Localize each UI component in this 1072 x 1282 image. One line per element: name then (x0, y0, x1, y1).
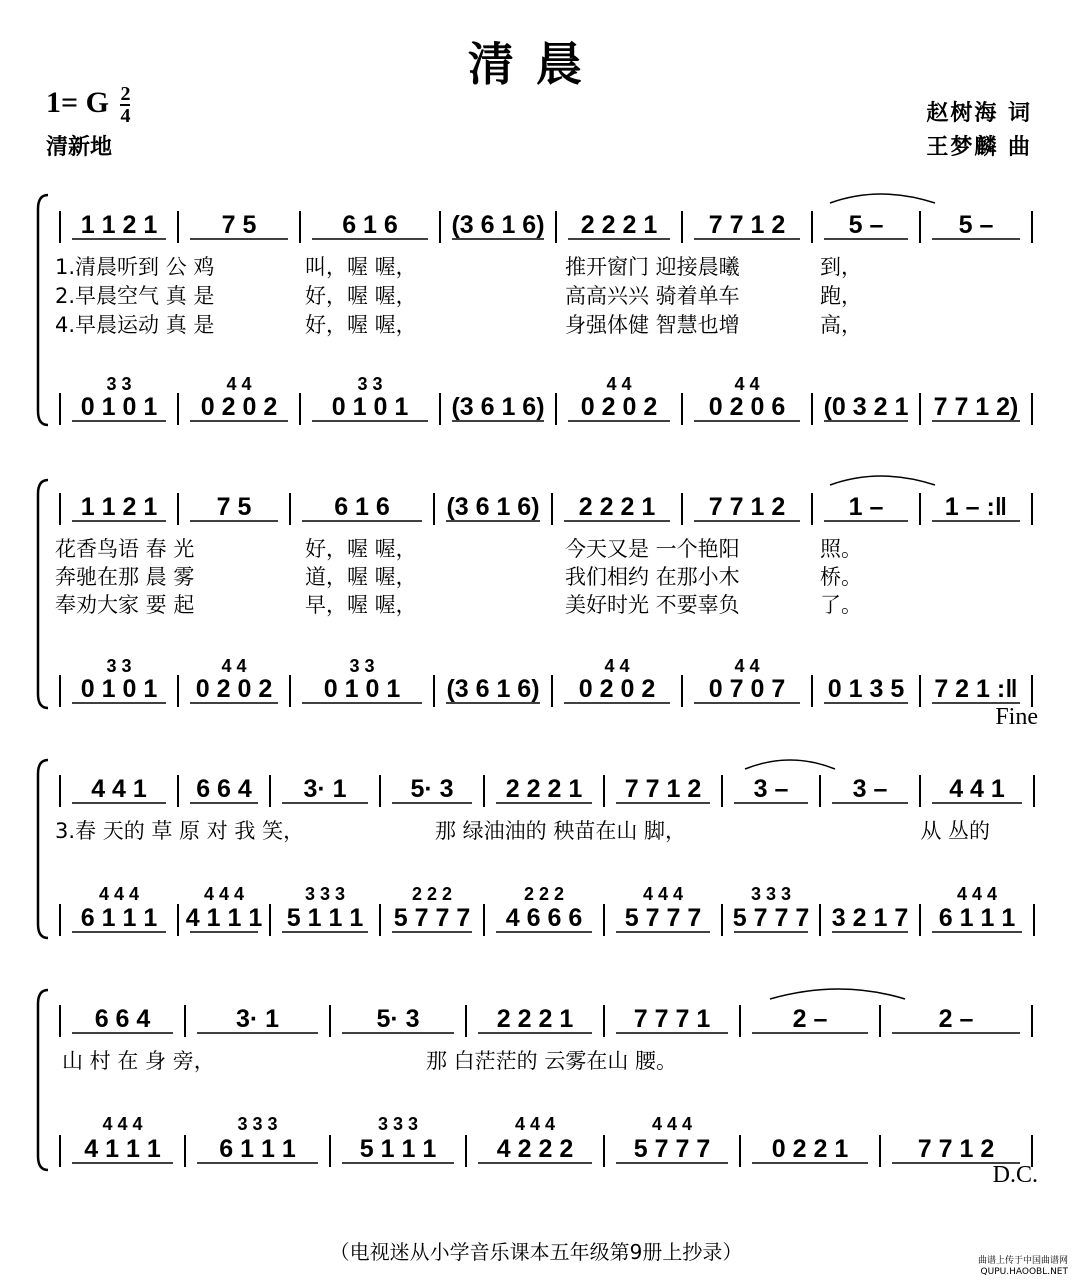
harmony-measure: (0 3 2 1 (823, 393, 909, 421)
lyric-line: 身强体健 智慧也增 (565, 313, 740, 337)
lyric-line: 桥。 (820, 565, 862, 589)
lyric-line: 奉劝大家 要 起 (55, 593, 195, 617)
harmony-measure: 0 1 0 1 (80, 393, 158, 421)
lyric-line: 奔驰在那 晨 雾 (55, 565, 195, 589)
melody-measure: 1 – :‖ (944, 493, 1008, 521)
harmony-upper-note: 4 4 (734, 374, 760, 394)
harmony-upper-note: 4 4 4 (514, 1114, 556, 1134)
melody-measure: 5 – (958, 211, 994, 239)
harmony-upper-note: 4 4 4 (102, 1114, 143, 1134)
melody-measure: (3 6 1 6) (446, 493, 540, 521)
harmony-measure: 6 1 1 1 (938, 904, 1016, 932)
melody-measure: 2 2 2 1 (496, 1005, 574, 1033)
melody-measure: 7 7 1 2 (708, 211, 786, 239)
harmony-measure: 7 7 1 2) (933, 393, 1019, 421)
harmony-measure: 0 2 0 6 (708, 393, 786, 421)
melody-measure: 1 – (848, 493, 884, 521)
harmony-measure: 0 2 0 2 (200, 393, 278, 421)
lyric-line: 那 白茫茫的 云雾在山 腰。 (426, 1049, 678, 1073)
lyric-line: 1.清晨听到 公 鸡 (55, 255, 215, 279)
melody-measure: 2 2 2 1 (578, 493, 656, 521)
harmony-measure: 0 2 2 1 (771, 1135, 849, 1163)
melody-measure: 7 7 1 2 (708, 493, 786, 521)
lyric-line: 2.早晨空气 真 是 (55, 284, 215, 308)
harmony-measure: 4 1 1 1 (185, 904, 263, 932)
composer-credit: 王梦麟 曲 (926, 135, 1032, 160)
page-title: 清晨 (468, 37, 604, 91)
harmony-measure: 4 6 6 6 (505, 904, 583, 932)
lyric-line: 叫，喔 喔， (305, 255, 417, 279)
harmony-upper-note: 2 2 2 (523, 884, 565, 904)
lyric-line: 了。 (820, 593, 862, 617)
melody-measure: 2 2 2 1 (505, 775, 583, 803)
lyric-line: 3.春 天的 草 原 对 我 笑， (55, 819, 305, 843)
harmony-upper-note: 3 3 (106, 656, 132, 676)
harmony-measure: 7 2 1 :‖ (934, 675, 1018, 703)
lyric-line: 道，喔 喔， (305, 565, 417, 589)
harmony-measure: 0 1 0 1 (331, 393, 409, 421)
harmony-upper-note: 3 3 (349, 656, 375, 676)
harmony-measure: (3 6 1 6) (451, 393, 545, 421)
harmony-measure: 0 1 3 5 (827, 675, 905, 703)
tie-arc (770, 989, 905, 999)
harmony-measure: 4 2 2 2 (496, 1135, 574, 1163)
harmony-upper-note: 3 3 3 (377, 1114, 419, 1134)
lyric-line: 到， (820, 255, 862, 279)
harmony-measure: 5 1 1 1 (359, 1135, 437, 1163)
lyric-line: 今天又是 一个艳阳 (565, 537, 740, 561)
system-bracket (38, 990, 48, 1170)
watermark-line-2: QUPU.HAOOBL.NET (980, 1267, 1068, 1277)
harmony-measure: 0 2 0 2 (580, 393, 658, 421)
harmony-measure: 0 2 0 2 (195, 675, 273, 703)
melody-measure: 2 – (792, 1005, 828, 1033)
lyric-line: 早，喔 喔， (305, 593, 417, 617)
tempo-mood: 清新地 (46, 135, 113, 160)
harmony-measure: 6 1 1 1 (80, 904, 158, 932)
melody-measure: 4 4 1 (91, 775, 147, 803)
source-note: （电视迷从小学音乐课本五年级第9册上抄录） (329, 1240, 743, 1264)
melody-measure: 7 7 7 1 (633, 1005, 711, 1033)
harmony-measure: 0 1 0 1 (323, 675, 401, 703)
harmony-measure: 3 2 1 7 (831, 904, 909, 932)
melody-measure: 1 1 2 1 (80, 211, 158, 239)
melody-measure: 3· 1 (303, 775, 347, 803)
harmony-upper-note: 4 4 (606, 374, 632, 394)
harmony-upper-note: 4 4 4 (98, 884, 140, 904)
melody-measure: 1 1 2 1 (80, 493, 158, 521)
lyric-line: 美好时光 不要辜负 (565, 593, 740, 617)
key-label: 1= G (46, 85, 109, 119)
melody-measure: 7 5 (221, 211, 257, 239)
lyric-line: 跑， (820, 284, 862, 308)
melody-measure: 5· 3 (376, 1005, 420, 1033)
lyric-line: 好，喔 喔， (305, 537, 417, 561)
harmony-measure: 5 7 7 7 (732, 904, 810, 932)
melody-measure: 3· 1 (235, 1005, 280, 1033)
harmony-upper-note: 3 3 3 (237, 1114, 278, 1134)
lyric-line: 高， (820, 313, 862, 337)
melody-measure: 6 1 6 (342, 211, 398, 239)
time-top: 2 (120, 83, 131, 105)
tie-arc (830, 194, 935, 203)
harmony-measure: (3 6 1 6) (446, 675, 540, 703)
harmony-measure: 5 7 7 7 (624, 904, 702, 932)
melody-measure: 4 4 1 (949, 775, 1005, 803)
melody-measure: 2 – (938, 1005, 974, 1033)
harmony-measure: 6 1 1 1 (219, 1135, 296, 1163)
lyric-line: 山 村 在 身 旁， (62, 1049, 215, 1073)
harmony-measure: 5 1 1 1 (286, 904, 364, 932)
melody-measure: 6 6 4 (94, 1005, 151, 1033)
melody-measure: 3 – (753, 775, 789, 803)
lyricist-credit: 赵树海 词 (926, 101, 1032, 126)
harmony-upper-note: 3 3 3 (750, 884, 792, 904)
harmony-upper-note: 4 4 4 (642, 884, 684, 904)
system-bracket (38, 760, 48, 938)
harmony-measure: 0 2 0 2 (578, 675, 656, 703)
melody-measure: 7 7 1 2 (624, 775, 702, 803)
dc-mark: D.C. (992, 1162, 1038, 1188)
lyric-line: 好，喔 喔， (305, 284, 417, 308)
harmony-upper-note: 4 4 4 (956, 884, 998, 904)
harmony-upper-note: 3 3 3 (304, 884, 346, 904)
watermark-line-1: 曲谱上传于中国曲谱网 (977, 1256, 1068, 1266)
lyric-line: 推开窗门 迎接晨曦 (565, 255, 740, 279)
harmony-upper-note: 2 2 2 (411, 884, 453, 904)
harmony-upper-note: 4 4 4 (203, 884, 245, 904)
melody-measure: 7 5 (216, 493, 252, 521)
fine-mark: Fine (995, 704, 1038, 730)
system-bracket (38, 195, 48, 425)
lyric-line: 花香鸟语 春 光 (55, 537, 195, 561)
harmony-measure: 5 7 7 7 (393, 904, 471, 932)
lyric-line: 照。 (820, 537, 862, 561)
harmony-measure: 0 7 0 7 (708, 675, 786, 703)
lyric-line: 那 绿油油的 秧苗在山 脚， (435, 819, 687, 843)
system-bracket (38, 480, 48, 708)
watermark (978, 1256, 1068, 1278)
harmony-upper-note: 4 4 (226, 374, 252, 394)
lyric-line: 我们相约 在那小木 (565, 565, 740, 589)
lyric-line: 好，喔 喔， (305, 313, 417, 337)
melody-measure: 6 6 4 (196, 775, 252, 803)
melody-measure: 3 – (852, 775, 888, 803)
time-bottom: 4 (120, 105, 131, 127)
tie-arc (830, 476, 935, 485)
harmony-upper-note: 4 4 (734, 656, 760, 676)
melody-measure: (3 6 1 6) (451, 211, 545, 239)
harmony-upper-note: 3 3 (357, 374, 383, 394)
harmony-upper-note: 4 4 (604, 656, 630, 676)
harmony-measure: 4 1 1 1 (84, 1135, 161, 1163)
harmony-measure: 7 7 1 2 (917, 1135, 995, 1163)
melody-measure: 5 – (848, 211, 884, 239)
harmony-upper-note: 4 4 4 (651, 1114, 693, 1134)
melody-measure: 2 2 2 1 (580, 211, 658, 239)
lyric-line: 高高兴兴 骑着单车 (565, 284, 740, 308)
tie-arc (745, 760, 835, 769)
melody-measure: 6 1 6 (334, 493, 390, 521)
harmony-upper-note: 3 3 (106, 374, 132, 394)
harmony-measure: 5 7 7 7 (633, 1135, 711, 1163)
lyric-line: 4.早晨运动 真 是 (55, 313, 215, 337)
harmony-upper-note: 4 4 (221, 656, 247, 676)
melody-measure: 5· 3 (410, 775, 454, 803)
harmony-measure: 0 1 0 1 (80, 675, 158, 703)
lyric-line: 从 丛的 (920, 819, 990, 843)
